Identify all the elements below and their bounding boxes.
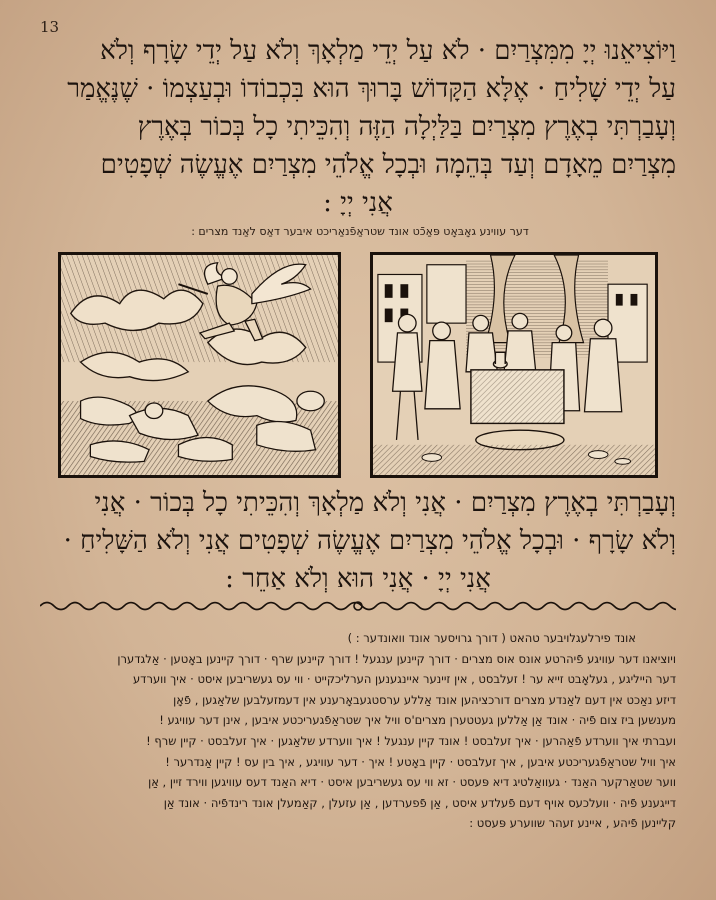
woodcut-seder-scene (370, 252, 658, 478)
page-number: 13 (40, 18, 60, 36)
main-text-line: מִצְרַיִם מֵאָדָם וְעַד בְּהֵמָה וּבְכָל אֱלֹהֵי מִצְרַיִם אֶעֱשֶׂה שְׁפָטִים (100, 150, 676, 180)
commentary-line: אונד פירלעגלויבער טהאט ( דורך גרויסער אונד וואונדער : ) (347, 631, 636, 645)
commentary-line: מענשען ביז צום פֿיה · אונד אַן אַללען געטטערן מצרים'ס וויל איך שטראַפֿגעריכטע איבען , אינן דער עוויגע ! (159, 713, 676, 728)
commentary-line: דייגענע פֿיה · וועלכעס אויף דעם פֿעלדע איסט , אַן פֿפערדען , אַן עזעלן , קאַמעלן אונד רינדפֿיה · אונד אַן (163, 795, 676, 810)
angel-illustration (61, 255, 338, 475)
second-text-line: אֲנִי יְיָ · אֲנִי הוּא וְלֹא אַחֵר : (225, 564, 491, 594)
seder-illustration (373, 255, 655, 475)
main-hebrew-text (40, 32, 676, 222)
commentary-line: ועברתי איך ווערדע פֿאַהרען · איך זעלבסט ! אונד קיין ענגעל ! איך ווערדע שלאַגען · איך זעלבסט · קיין שרף ! (146, 733, 676, 748)
second-text-line: וְעָבַרְתִּי בְאֶרֶץ מִצְרַיִם · אֲנִי וְלֹא מַלְאָךְ וְהִכֵּיתִי כָל בְּכוֹר · אֲנִי (94, 488, 676, 518)
main-text-line: אֲנִי יְיָ : (323, 188, 393, 218)
woodcut-angel-plague (58, 252, 341, 478)
second-text-line: וְלֹא שָׂרָף · וּבְכָל אֱלֹהֵי מִצְרַיִם אֶעֱשֶׂה שְׁפָטִים אֲנִי וְלֹא הַשָּׁלִיחַ · (63, 526, 676, 556)
yiddish-commentary (40, 628, 676, 834)
commentary-line: קליינען פֿיהע , איינע זעהר שווערע פּעסט : (469, 816, 676, 831)
main-text-line: וְעָבַרְתִּי בְאֶרֶץ מִצְרַיִם בַּלַּיְלָה הַזֶּה וְהִכֵּיתִי כָל בְּכוֹר בְּאֶרֶץ (137, 112, 676, 142)
second-hebrew-text (40, 484, 676, 598)
ornamental-divider (40, 597, 676, 615)
commentary-line: ווער שטאַרקער האַנד · געוואַלטיג דיא פּעסט · זא ווי עס געשריבען איסט · דיא האַנד דעס עוויגען ווירד זיין , אַן (148, 775, 676, 790)
commentary-line: ויוציאנו דער עוויגע פֿיהרטע אונס אוס מצרים · דורך קיינען ענגעל ! דורך קיינען שרף · דורך קיינען באָטען · אַלגדערן (117, 651, 676, 666)
main-text-line: וַיּוֹצִיאֵנוּ יְיָ מִמִּצְרַיִם · לֹא עַל יְדֵי מַלְאָךְ וְלֹא עַל יְדֵי שָׂרָף וְלֹא (100, 36, 676, 66)
commentary-line: דיזע נאַכט אין דעם לאַנדע מצרים דורכציהען אונד אַללע ערסטגעבאָרענע אין דעמזעלבען שלאַגען , פֿאָן (173, 692, 676, 707)
main-text-line: עַל יְדֵי שָׁלִיחַ · אֶלָּא הַקָּדוֹשׁ בָּרוּךְ הוּא בִּכְבוֹדוֹ וּבְעַצְמוֹ · שֶׁנֶּאֱמַר (67, 74, 676, 104)
commentary-line: איך וויל שטראַפֿגעריכטע איבען , איך זעלבסט · קיין באָטע ! איך · דער עוויגע , איך בין עס ! קיין אַנדרער ! (165, 754, 676, 769)
commentary-line: דער הייליגע , געלאָבט זייא ער ! זעלבסט , אין זיינער איינגענען הערליכקייט · ווי עס געשריבען איסט · איך ווערדע (132, 672, 676, 687)
wave-ornament (40, 597, 676, 615)
image-caption: דער עווינע גאָבּאָט פּאַכֿט אונד שטראַפֿנאַריכט איבער דאַס לאַנד מצרים : (191, 225, 529, 238)
